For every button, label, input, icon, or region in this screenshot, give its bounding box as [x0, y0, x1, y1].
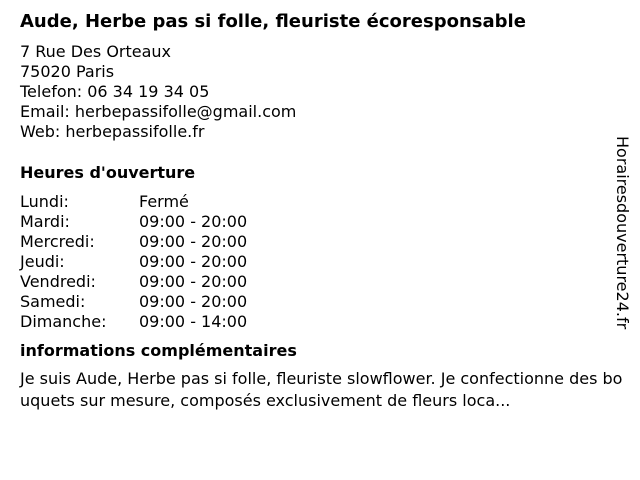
hours-day: Vendredi:: [20, 272, 96, 291]
hours-day: Mercredi:: [20, 232, 95, 251]
hours-time: 09:00 - 20:00: [139, 292, 248, 311]
opening-hours-table: [20, 192, 620, 332]
phone-number: Telefon: 06 34 19 34 05: [20, 82, 210, 101]
hours-time: 09:00 - 20:00: [139, 272, 248, 291]
hours-day: Samedi:: [20, 292, 86, 311]
hours-row-wednesday: [20, 232, 620, 252]
hours-row-sunday: [20, 312, 620, 332]
business-title: Aude, Herbe pas si folle, fleuriste écoresponsable: [20, 11, 526, 32]
hours-time: 09:00 - 20:00: [139, 212, 248, 231]
hours-time: 09:00 - 14:00: [139, 312, 248, 331]
hours-day: Dimanche:: [20, 312, 107, 331]
website-address: Web: herbepassifolle.fr: [20, 122, 205, 141]
hours-time: 09:00 - 20:00: [139, 232, 248, 251]
street-address: 7 Rue Des Orteaux: [20, 42, 172, 61]
hours-row-tuesday: [20, 212, 620, 232]
hours-time: Fermé: [139, 192, 189, 211]
hours-row-thursday: [20, 252, 620, 272]
site-watermark: Horairesdouverture24.fr: [613, 136, 632, 330]
hours-row-friday: [20, 272, 620, 292]
hours-day: Jeudi:: [20, 252, 65, 271]
hours-day: Mardi:: [20, 212, 70, 231]
opening-hours-heading: Heures d'ouverture: [20, 163, 196, 182]
city-postcode: 75020 Paris: [20, 62, 115, 81]
hours-time: 09:00 - 20:00: [139, 252, 248, 271]
additional-info-text: Je suis Aude, Herbe pas si folle, fleuriste slowflower. Je confectionne des bouquets sur mesure, composés exclusivement de fleurs loca...: [20, 369, 623, 410]
additional-info-heading: informations complémentaires: [20, 341, 297, 360]
hours-row-saturday: [20, 292, 620, 312]
hours-row-monday: [20, 192, 620, 212]
email-address: Email: herbepassifolle@gmail.com: [20, 102, 297, 121]
address-block: [20, 42, 620, 142]
hours-day: Lundi:: [20, 192, 69, 211]
